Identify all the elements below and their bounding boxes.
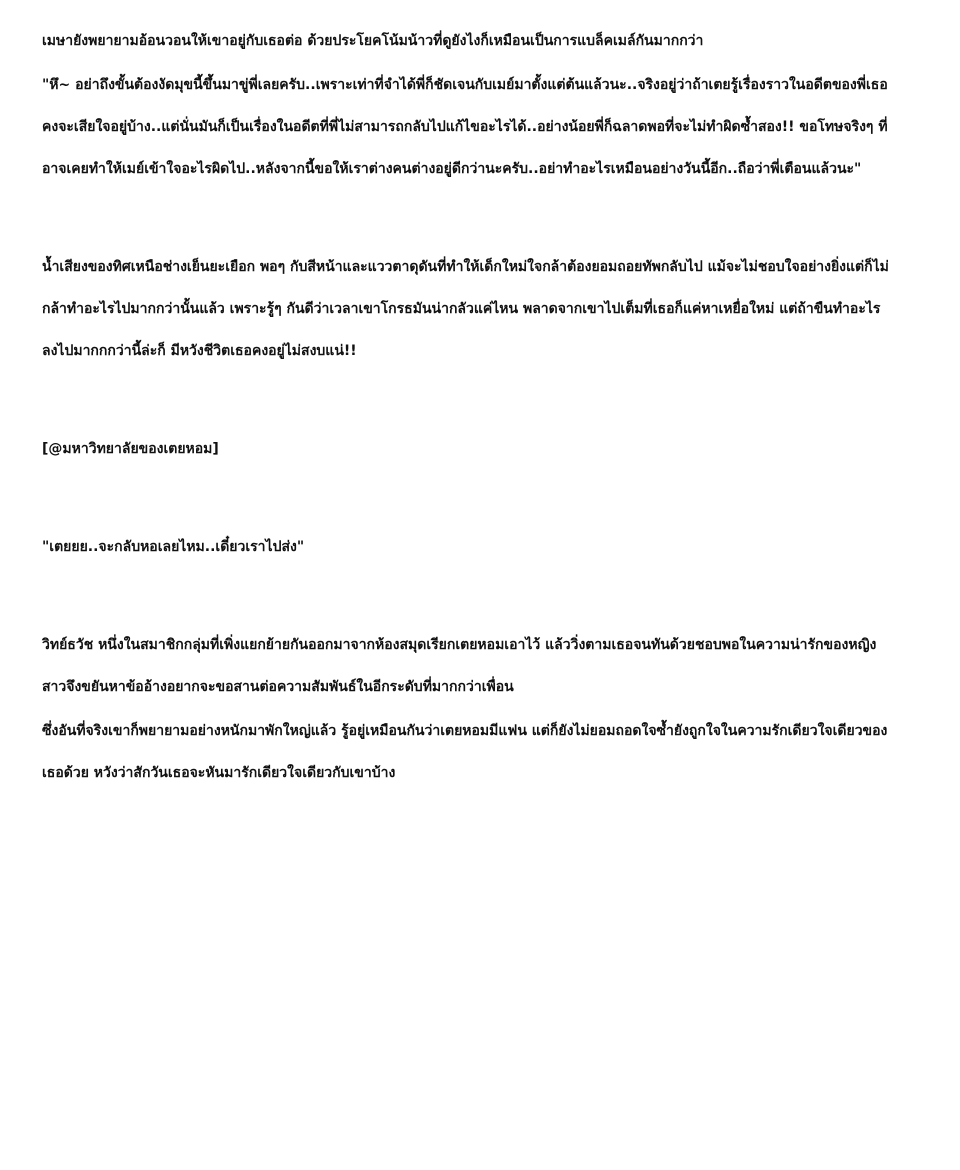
section-spacer: [42, 372, 892, 428]
paragraph-3: น้ำเสียงของทิศเหนือช่างเย็นยะเยือก พอๆ กับสีหน้าและแววตาดุดันที่ทำให้เด็กใหม่ใจกล้าต้องยอมถอยทัพกลับไป แม้จะไม่ชอบใจอย่างยิ่งแต่ก็ไม่กล้าทำอะไรไปมากกว่านั้นแล้ว เพราะรู้ๆ กันดีว่าเวลาเขาโกรธมันน่ากลัวแค่ไหน พลาดจากเขาไปเต็มที่เธอก็แค่หาเหยื่อใหม่ แต่ถ้าขืนทำอะไรลงไปมากกกว่านี้ล่ะก็ มีหวังชีวิตเธอคงอยู่ไม่สงบแน่!!: [42, 259, 889, 359]
paragraph-1: เมษายังพยายามอ้อนวอนให้เขาอยู่กับเธอต่อ ด้วยประโยคโน้มน้าวที่ดูยังไงก็เหมือนเป็นการแบล็คเมล์กันมากกว่า: [42, 33, 704, 49]
paragraph-6: วิทย์ธวัช หนึ่งในสมาชิกกลุ่มที่เพิ่งแยกย้ายกันออกมาจากห้องสมุดเรียกเตยหอมเอาไว้ แล้ววิ่งตามเธอจนทันด้วยชอบพอในความน่ารักของหญิงสาวจึงขยันหาข้ออ้างอยากจะขอสานต่อความสัมพันธ์ในอีกระดับที่มากกว่าเพื่อน: [42, 637, 877, 695]
paragraph-7: ซึ่งอันที่จริงเขาก็พยายามอย่างหนักมาพักใหญ่แล้ว รู้อยู่เหมือนกันว่าเตยหอมมีแฟน แต่ก็ยังไม่ยอมถอดใจซ้ำยังถูกใจในความรักเดียวใจเดียวของเธอด้วย หวังว่าสักวันเธอจะหันมารักเดียวใจเดียวกับเขาบ้าง: [42, 723, 888, 781]
paragraph-2-dialogue: "หึ~ อย่าถึงขั้นต้องงัดมุขนี้ขึ้นมาขู่พี่เลยครับ..เพราะเท่าที่จำได้พี่ก็ชัดเจนกับเมย์มาตั้งแต่ต้นแล้วนะ..จริงอยู่ว่าถ้าเตยรู้เรื่องราวในอดีตของพี่เธอคงจะเสียใจอยู่บ้าง..แต่นั่นมันก็เป็นเรื่องในอดีตที่พี่ไม่สามารถกลับไปแก้ไขอะไรได้..อย่างน้อยพี่ก็ฉลาดพอที่จะไม่ทำผิดซ้ำสอง!! ขอโทษจริงๆ ที่อาจเคยทำให้เมย์เข้าใจอะไรผิดไป..หลังจากนี้ขอให้เราต่างคนต่างอยู่ดีกว่านะครับ..อย่าทำอะไรเหมือนอย่างวันนี้อีก..ถือว่าพี่เตือนแล้วนะ": [42, 77, 888, 177]
scene-location-heading: [@มหาวิทยาลัยของเตยหอม]: [42, 441, 219, 457]
section-spacer: [42, 190, 892, 246]
section-spacer: [42, 470, 892, 526]
document-body: [42, 20, 892, 794]
section-spacer: [42, 568, 892, 624]
paragraph-5-dialogue: "เตยยย..จะกลับหอเลยไหม..เดี๋ยวเราไปส่ง": [42, 539, 305, 555]
